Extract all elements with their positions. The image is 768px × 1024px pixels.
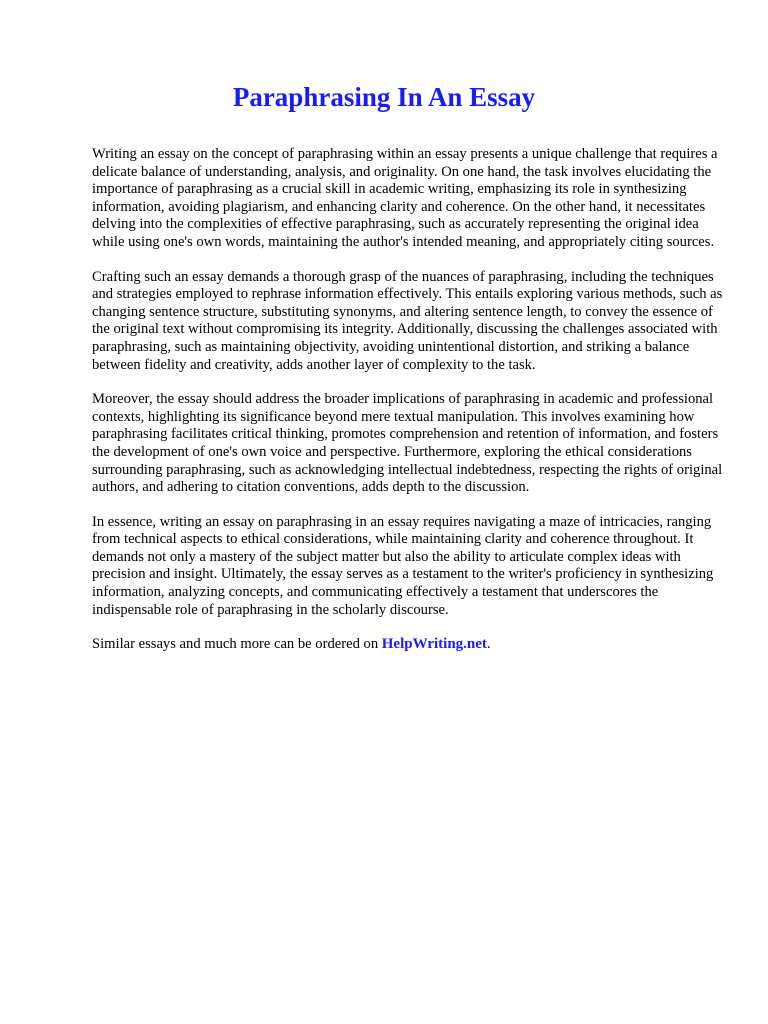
order-note-suffix: . — [486, 636, 491, 653]
helpwriting-link[interactable]: HelpWriting.net — [381, 636, 487, 653]
paragraph-2: Crafting such an essay demands a thorough grasp of the nuances of paraphrasing, including the techniques and strategies employed to rephrase information effectively. This entails exploring various methods, such as changing sentence structure, substituting synonyms, and altering sentence length, to convey the essence of the original text without compromising its integrity. Additionally, discussing the challenges associated with paraphrasing, such as maintaining objectivity, avoiding unintentional distortion, and striking a balance between fidelity and creativity, adds another layer of complexity to the task. — [92, 268, 723, 373]
paragraph-3: Moreover, the essay should address the broader implications of paraphrasing in academic and professional contexts, highlighting its significance beyond mere textual manipulation. This involves examining how paraphrasing facilitates critical thinking, promotes comprehension and retention of information, and fosters the development of one's own voice and perspective. Furthermore, exploring the ethical considerations surrounding paraphrasing, such as acknowledging intellectual indebtedness, respecting the rights of original authors, and adhering to citation conventions, adds depth to the discussion. — [92, 391, 723, 496]
order-note — [92, 636, 734, 654]
essay-body — [92, 146, 734, 671]
page-title: Paraphrasing In An Essay — [232, 82, 536, 112]
paragraph-1: Writing an essay on the concept of paraphrasing within an essay presents a unique challenge that requires a delicate balance of understanding, analysis, and originality. On one hand, the task involves elucidating the importance of paraphrasing as a crucial skill in academic writing, emphasizing its role in synthesizing information, avoiding plagiarism, and enhancing clarity and coherence. On the other hand, it necessitates delving into the complexities of effective paraphrasing, such as accurately representing the original idea while using one's own words, maintaining the author's intended meaning, and appropriately citing sources. — [92, 146, 718, 250]
order-note-prefix: Similar essays and much more can be ordered on — [92, 636, 382, 653]
paragraph-4: In essence, writing an essay on paraphrasing in an essay requires navigating a maze of intricacies, ranging from technical aspects to ethical considerations, while maintaining clarity and coherence throughout. It demands not only a mastery of the subject matter but also the ability to articulate complex ideas with precision and insight. Ultimately, the essay serves as a testament to the writer's proficiency in synthesizing information, analyzing concepts, and communicating effectively a testament that underscores the indispensable role of paraphrasing in the scholarly discourse. — [92, 513, 714, 618]
